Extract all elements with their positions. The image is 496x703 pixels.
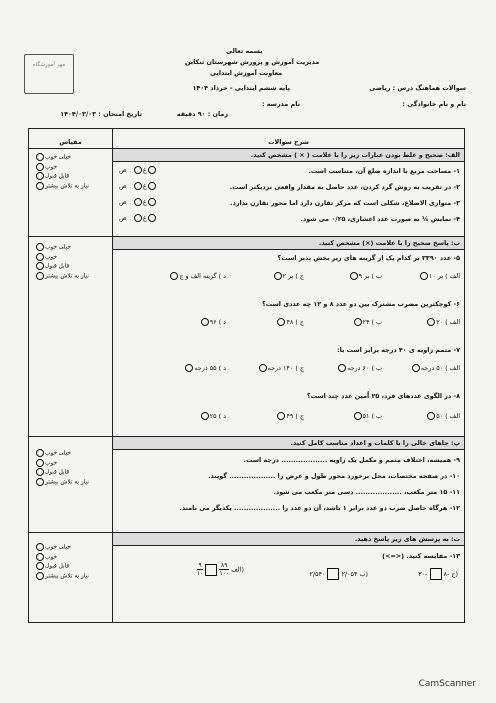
exam-table [28,128,465,623]
tf-item-4: ۴- نمایش ¼ به صورت عدد اعشاری، ۰/۲۵ می شود. [300,215,460,223]
section-a-title: الف: صحیح و غلط بودن عبارات زیر را با علامت ( × ) مشخص کنید. [113,149,464,162]
tf-item-2: ۲- در تقریب به روش گرد کردن، عدد حاصل به مقدار واقعی نزدیکتر است. [229,183,460,191]
fraction-left: $\frac{۸۹}{۱۰۰}$ [219,562,230,577]
compare-box-j[interactable] [430,568,442,580]
scale-header-cell [29,129,113,149]
scale-option[interactable]: نیاز به تلاش بیشتر [35,272,112,282]
grade-label: پایه ششم ابتدایی - خرداد ۱۴۰۴ [192,84,290,92]
compare-b-left: ۲/۰۵۴ [341,570,358,578]
compare-box-b[interactable] [327,568,339,580]
fill-item-9[interactable]: ۹- همیشه، اختلاف متمم و مکمل یک زاویه ................... درجه است. [243,456,460,464]
mc-question-7: ۷- متمم زاویه ی ۴۰ درجه برابر است با: [337,346,460,354]
scale-cell-b [29,237,113,437]
scale-option[interactable]: قابل قبول [35,562,112,572]
scale-option[interactable]: خوب [35,459,112,469]
scale-cell-t [29,533,113,623]
mc-option[interactable]: الف ) ۲۰ [426,318,460,326]
compare-part-b [310,568,368,580]
scale-option[interactable]: خیلی خوب [35,153,112,163]
compare-j-left: ۸- [443,570,450,578]
mc-option[interactable]: د ) ۲۵ [200,412,226,420]
mc-option[interactable]: ب ) بر ۹ [349,272,382,280]
compare-question-13: ۱۳- مقایسه کنید. (<=>) [382,552,460,560]
scale-option[interactable]: قابل قبول [35,262,112,272]
questions-header-cell [113,129,465,149]
scale-cell-a [29,149,113,237]
mc-option[interactable]: ج ) ۱۴۰ درجه [258,364,304,372]
section-a-cell [113,149,465,237]
fill-item-11[interactable]: ۱۱- ۱۵ متر مکعب، ................... دسی متر مکعب می شود. [273,488,460,496]
tf-item-3: ۳- متوازی الاضلاع، شکلی است که مرکز تقارن دارد اما محور تقارن ندارد. [230,199,460,207]
scale-option[interactable]: خوب [35,553,112,563]
header-line1: مدیریت آموزش و پرورش شهرستان تنکابن [185,58,320,66]
mc-question-6: ۶- کوچکترین مضرب مشترک بین دو عدد ۸ و ۱۲ چه عددی است؟ [262,300,460,308]
scale-option[interactable]: خیلی خوب [35,449,112,459]
compare-j-label: ج) [451,570,458,578]
compare-part-alef [197,562,244,577]
scale-cell-p [29,437,113,533]
fill-item-12[interactable]: ۱۲- هرگاه حاصل ضرب دو عدد برابر ۱ باشد، آن دو عدد را ................... یکدیگر می نامند. [179,504,460,512]
section-t-cell [113,533,465,623]
mc-option[interactable]: د ) ۹۶ [200,318,226,326]
tf-choices-1[interactable]: غ ص [119,166,157,174]
mc-option[interactable]: ب ) ۲۴ [353,318,382,326]
compare-alef-label: الف) [231,565,244,574]
mc-option[interactable]: ب ) ۶۰ درجه [337,364,382,372]
compare-box-alef[interactable] [205,564,217,576]
school-stamp-box [24,54,74,94]
stamp-label: مهر آموزشگاه [32,62,66,68]
section-t-title: ت: به پرسش های زیر پاسخ دهید. [113,533,464,546]
mc-option[interactable]: ج ) بر ۲ [273,272,304,280]
school-name-field[interactable]: نام مدرسه : [262,100,300,108]
scale-option[interactable]: نیاز به تلاش بیشتر [35,182,112,192]
fraction-right: $\frac{۹}{۱۰}$ [196,562,204,577]
section-b-title: ب: پاسخ صحیح را با علامت (×) مشخص کنید. [113,237,464,250]
mc-option[interactable]: ب ) ۵۱ [353,412,382,420]
compare-b-right: ۲/۵۴۰ [309,570,326,578]
scale-option[interactable]: قابل قبول [35,468,112,478]
mc-option[interactable]: د ) گزینه الف و ج [169,272,226,280]
scale-option[interactable]: خوب [35,163,112,173]
mc-option[interactable]: الف ) ۵۰ [426,412,460,420]
compare-b-label: ب) [359,570,368,578]
tf-item-1: ۱- مساحت مربع با اندازه ضلع آن، متناسب است. [308,167,460,175]
section-b-cell [113,237,465,437]
section-p-cell [113,437,465,533]
bismillah: بسمه تعالی [226,47,263,55]
compare-j-right: ۳۰- [418,570,428,578]
scale-option[interactable]: نیاز به تلاش بیشتر [35,478,112,488]
mc-option[interactable]: الف ) ۵۰ درجه [411,364,460,372]
camscanner-watermark: CamScanner [418,679,476,689]
tf-choices-3[interactable]: غ ص [119,198,157,206]
mc-option[interactable]: ج ) ۴۹ [276,412,304,420]
tf-choices-2[interactable]: غ ص [119,182,157,190]
header-line2: معاونت آموزش ابتدایی [210,69,283,77]
tf-choices-4[interactable]: غ ص [119,214,157,222]
scale-header: مقیاس [59,138,82,146]
scale-option[interactable]: قابل قبول [35,172,112,182]
section-p-title: پ: جاهای خالی را با کلمات و اعداد مناسب کامل کنید. [113,437,464,450]
mc-option[interactable]: الف ) بر ۱۰ [419,272,460,280]
fill-item-10[interactable]: ۱۰- در صفحه مختصات، محل برخورد محور طول و عرض را ................... گویند. [208,472,460,480]
scale-option[interactable]: نیاز به تلاش بیشتر [35,572,112,582]
questions-header: شرح سوالات [268,138,309,146]
student-name-field[interactable]: نام و نام خانوادگی : [402,100,466,108]
mc-question-5: ۵- عدد ۳۳۹۰ بر کدام یک از گزینه های زیر بخش پذیر است؟ [277,254,460,262]
mc-option[interactable]: ج ) ۴۸ [276,318,304,326]
mc-question-8: ۸- در الگوی عددهای فرد، ۲۵ اُمین عدد چند است؟ [306,392,460,400]
scale-option[interactable]: خیلی خوب [35,543,112,553]
subject-label: سوالات هماهنگ درس : ریاضی [369,84,466,92]
compare-part-j [418,568,458,580]
scale-option[interactable]: خوب [35,253,112,263]
exam-time: زمان : ۹۰ دقیقه [176,110,228,118]
exam-date: تاریخ امتحان : ۱۴۰۴/۰۳/۰۳ [60,110,142,118]
scale-option[interactable]: خیلی خوب [35,243,112,253]
mc-option[interactable]: د ) ۵۵ درجه [184,364,226,372]
